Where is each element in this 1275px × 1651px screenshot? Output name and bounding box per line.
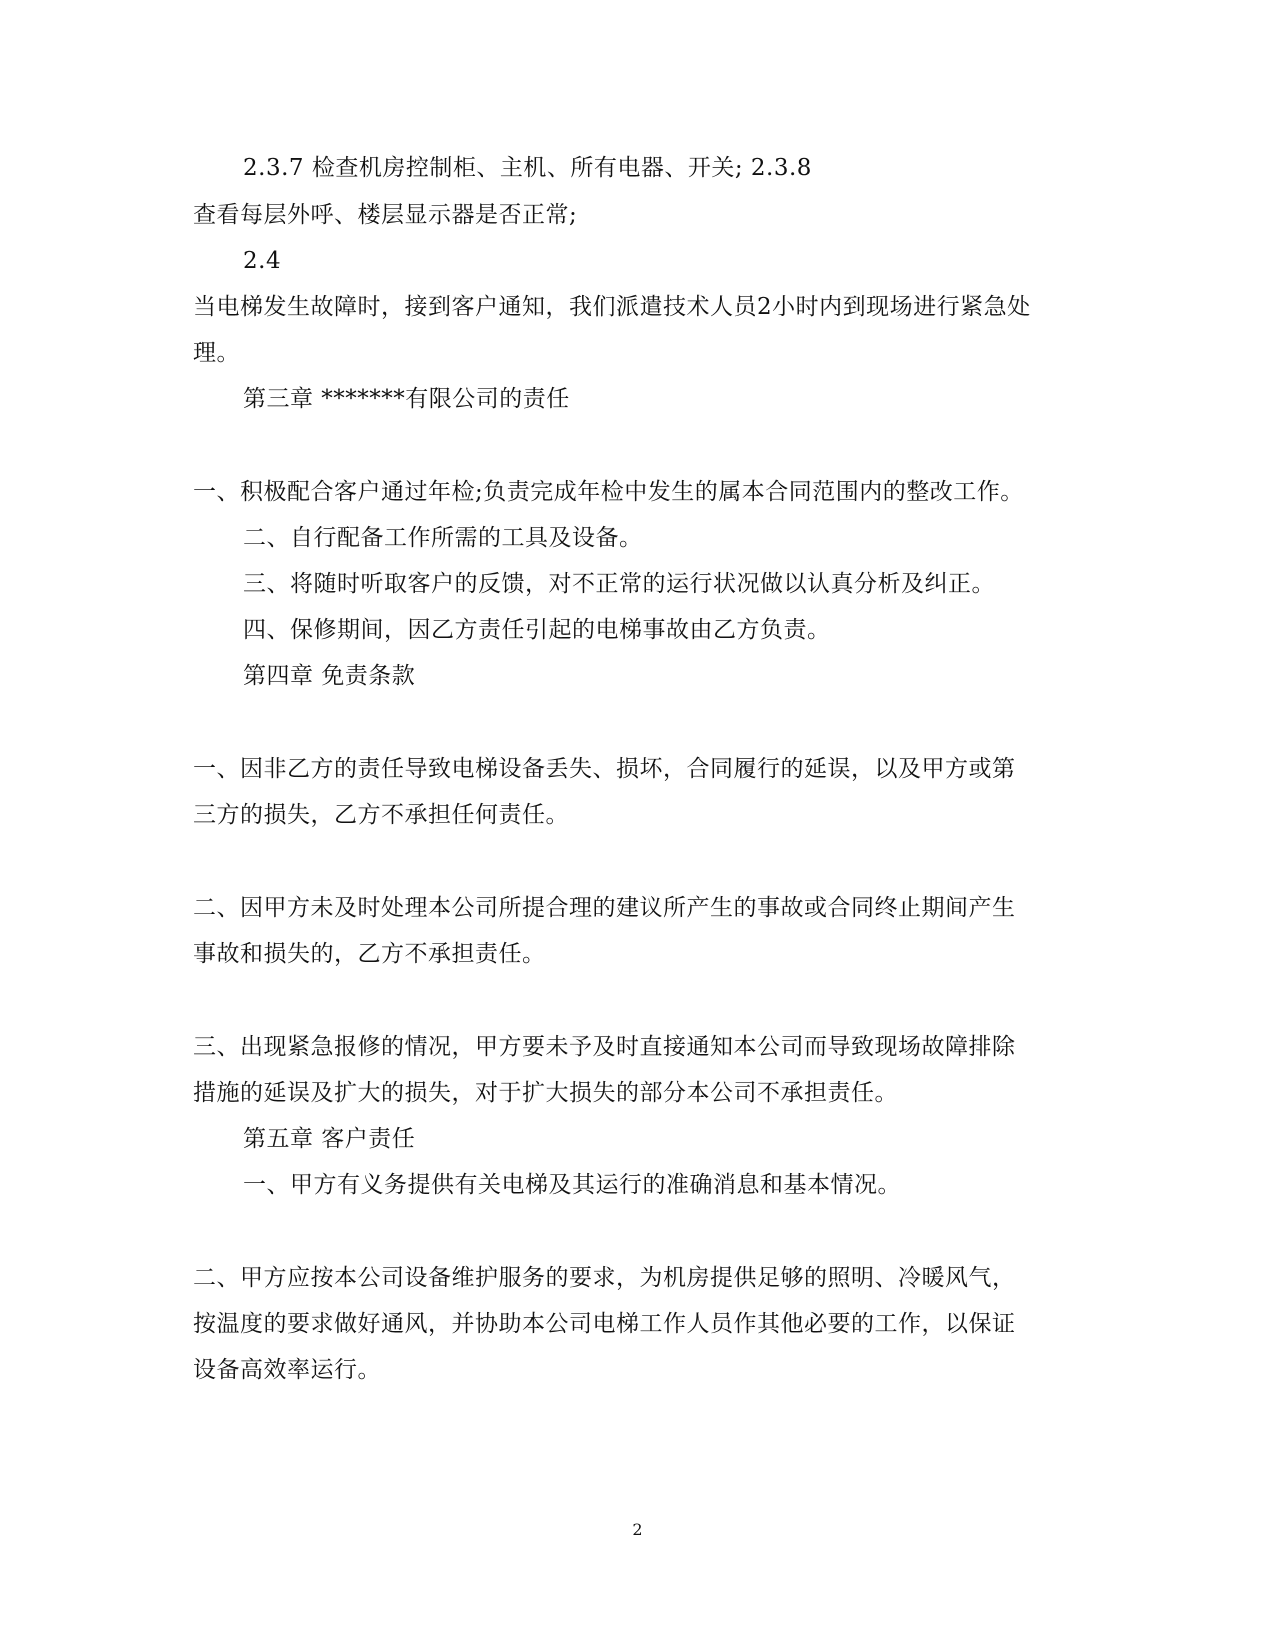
text-line-floor-display: 查看每层外呼、楼层显示器是否正常; (193, 202, 578, 228)
chapter-3-item-1: 一、积极配合客户通过年检;负责完成年检中发生的属本合同范围内的整改工作。 (193, 479, 1024, 505)
chapter-4-item-3: 三、出现紧急报修的情况，甲方要未予及时直接通知本公司而导致现场故障排除 (193, 1034, 1016, 1060)
chapter-3-heading: 第三章 *******有限公司的责任 (243, 386, 570, 412)
chapter-4-heading: 第四章 免责条款 (243, 663, 416, 689)
chapter-4-item-2: 二、因甲方未及时处理本公司所提合理的建议所产生的事故或合同终止期间产生 (193, 895, 1016, 921)
chapter-5-item-2-cont-2: 设备高效率运行。 (193, 1357, 381, 1383)
chapter-4-item-1-cont: 三方的损失，乙方不承担任何责任。 (193, 802, 569, 828)
text-line-2-4: 2.4 (243, 248, 282, 274)
chapter-4-item-3-cont: 措施的延误及扩大的损失，对于扩大损失的部分本公司不承担责任。 (193, 1080, 898, 1106)
text-line-fault-response: 当电梯发生故障时，接到客户通知，我们派遣技术人员2小时内到现场进行紧急处 (193, 294, 1031, 320)
chapter-4-item-2-cont: 事故和损失的，乙方不承担责任。 (193, 941, 546, 967)
chapter-5-item-2: 二、甲方应按本公司设备维护服务的要求，为机房提供足够的照明、冷暖风气， (193, 1265, 1016, 1291)
chapter-4-item-1: 一、因非乙方的责任导致电梯设备丢失、损坏，合同履行的延误，以及甲方或第 (193, 756, 1016, 782)
page-number: 2 (632, 1520, 643, 1539)
text-line-fault-response-cont: 理。 (193, 340, 240, 366)
chapter-5-heading: 第五章 客户责任 (243, 1126, 416, 1152)
chapter-3-item-2: 二、自行配备工作所需的工具及设备。 (243, 525, 643, 551)
chapter-3-item-4: 四、保修期间，因乙方责任引起的电梯事故由乙方负责。 (243, 617, 831, 643)
chapter-5-item-1: 一、甲方有义务提供有关电梯及其运行的准确消息和基本情况。 (243, 1172, 901, 1198)
text-line-2-3-7: 2.3.7 检查机房控制柜、主机、所有电器、开关; 2.3.8 (243, 155, 812, 181)
chapter-3-item-3: 三、将随时听取客户的反馈，对不正常的运行状况做以认真分析及纠正。 (243, 571, 995, 597)
chapter-5-item-2-cont-1: 按温度的要求做好通风，并协助本公司电梯工作人员作其他必要的工作，以保证 (193, 1311, 1016, 1337)
